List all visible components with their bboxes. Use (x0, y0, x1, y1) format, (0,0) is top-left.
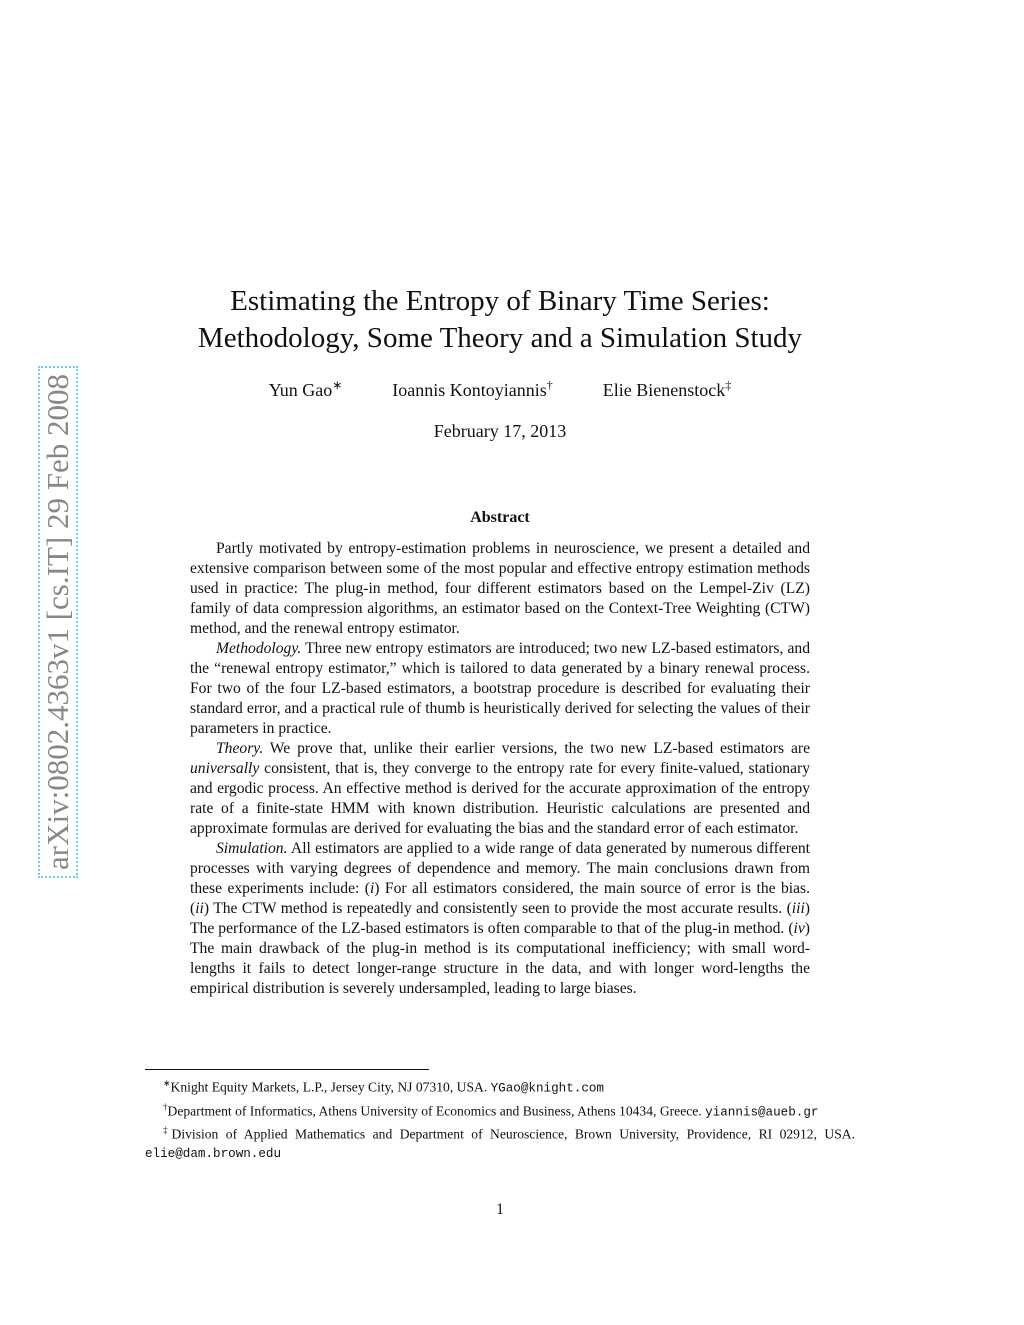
footnote-gao: ∗Knight Equity Markets, L.P., Jersey City, NJ 07310, USA. YGao@knight.com (163, 1078, 604, 1096)
paper-date: February 17, 2013 (433, 421, 567, 441)
paper-title (0, 283, 1000, 357)
footnote-bienenstock: ‡Division of Applied Mathematics and Department of Neuroscience, Brown University, Providence, RI 02912, USA. elie@dam.brown.edu (145, 1125, 855, 1161)
title-line-2: Methodology, Some Theory and a Simulation Study (197, 322, 803, 354)
footnote-kontoyiannis: †Department of Informatics, Athens University of Economics and Business, Athens 10434, Greece. yiannis@aueb.gr (163, 1101, 819, 1120)
author-bienenstock: Elie Bienenstock‡ (602, 378, 732, 400)
title-line-1: Estimating the Entropy of Binary Time Series: (230, 285, 770, 317)
abstract-simulation: Simulation. All estimators are applied to a wide range of data generated by numerous different processes with varying degrees of dependence and memory. The main conclusions drawn from these experiments include: (i) For all estimators considered, the main source of error is the bias. (ii) The CTW method is repeatedly and consistently seen to provide the most accurate results. (iii) The performance of the LZ-based estimators is often comparable to that of the plug-in method. (iv) The main drawback of the plug-in method is its computational inefficiency; with small word-lengths it fails to detect longer-range structure in the data, and with longer word-lengths the empirical distribution is severely undersampled, leading to large biases. (190, 840, 810, 997)
footnotes (145, 1074, 855, 1163)
email-link[interactable]: yiannis@aueb.gr (705, 1105, 819, 1120)
email-link[interactable]: elie@dam.brown.edu (145, 1146, 282, 1161)
abstract-methodology: Methodology. Three new entropy estimators are introduced; two new LZ-based estimators, and the “renewal entropy estimator,” which is tailored to data generated by a binary renewal process. For two of the four LZ-based estimators, a bootstrap procedure is described for evaluating their standard error, and a practical rule of thumb is heuristically derived for selecting the values of their parameters in practice. (190, 640, 810, 737)
author-list (0, 378, 1000, 401)
arxiv-identifier-stamp: arXiv:0802.4363v1 [cs.IT] 29 Feb 2008 (38, 366, 78, 878)
author-kontoyiannis: Ioannis Kontoyiannis† (392, 378, 553, 400)
abstract-intro: Partly motivated by entropy-estimation problems in neuroscience, we present a detailed and extensive comparison between some of the most popular and effective entropy estimation methods used in practice: The plug-in method, four different estimators based on the Lempel-Ziv (LZ) family of data compression algorithms, an estimator based on the Context-Tree Weighting (CTW) method, and the renewal entropy estimator. (190, 540, 810, 637)
footnote-divider (145, 1069, 429, 1070)
author-gao: Yun Gao∗ (268, 378, 343, 400)
abstract-theory: Theory. We prove that, unlike their earlier versions, the two new LZ-based estimators are universally consistent, that is, they converge to the entropy rate for every finite-valued, stationary and ergodic process. An effective method is derived for the accurate approximation of the entropy rate of a finite-state HMM with known distribution. Heuristic calculations are presented and approximate formulas are derived for evaluating the bias and the standard error of each estimator. (190, 740, 810, 837)
abstract-heading: Abstract (470, 509, 530, 526)
email-link[interactable]: YGao@knight.com (490, 1081, 604, 1096)
page-number: 1 (496, 1201, 504, 1218)
abstract-body (190, 539, 810, 999)
